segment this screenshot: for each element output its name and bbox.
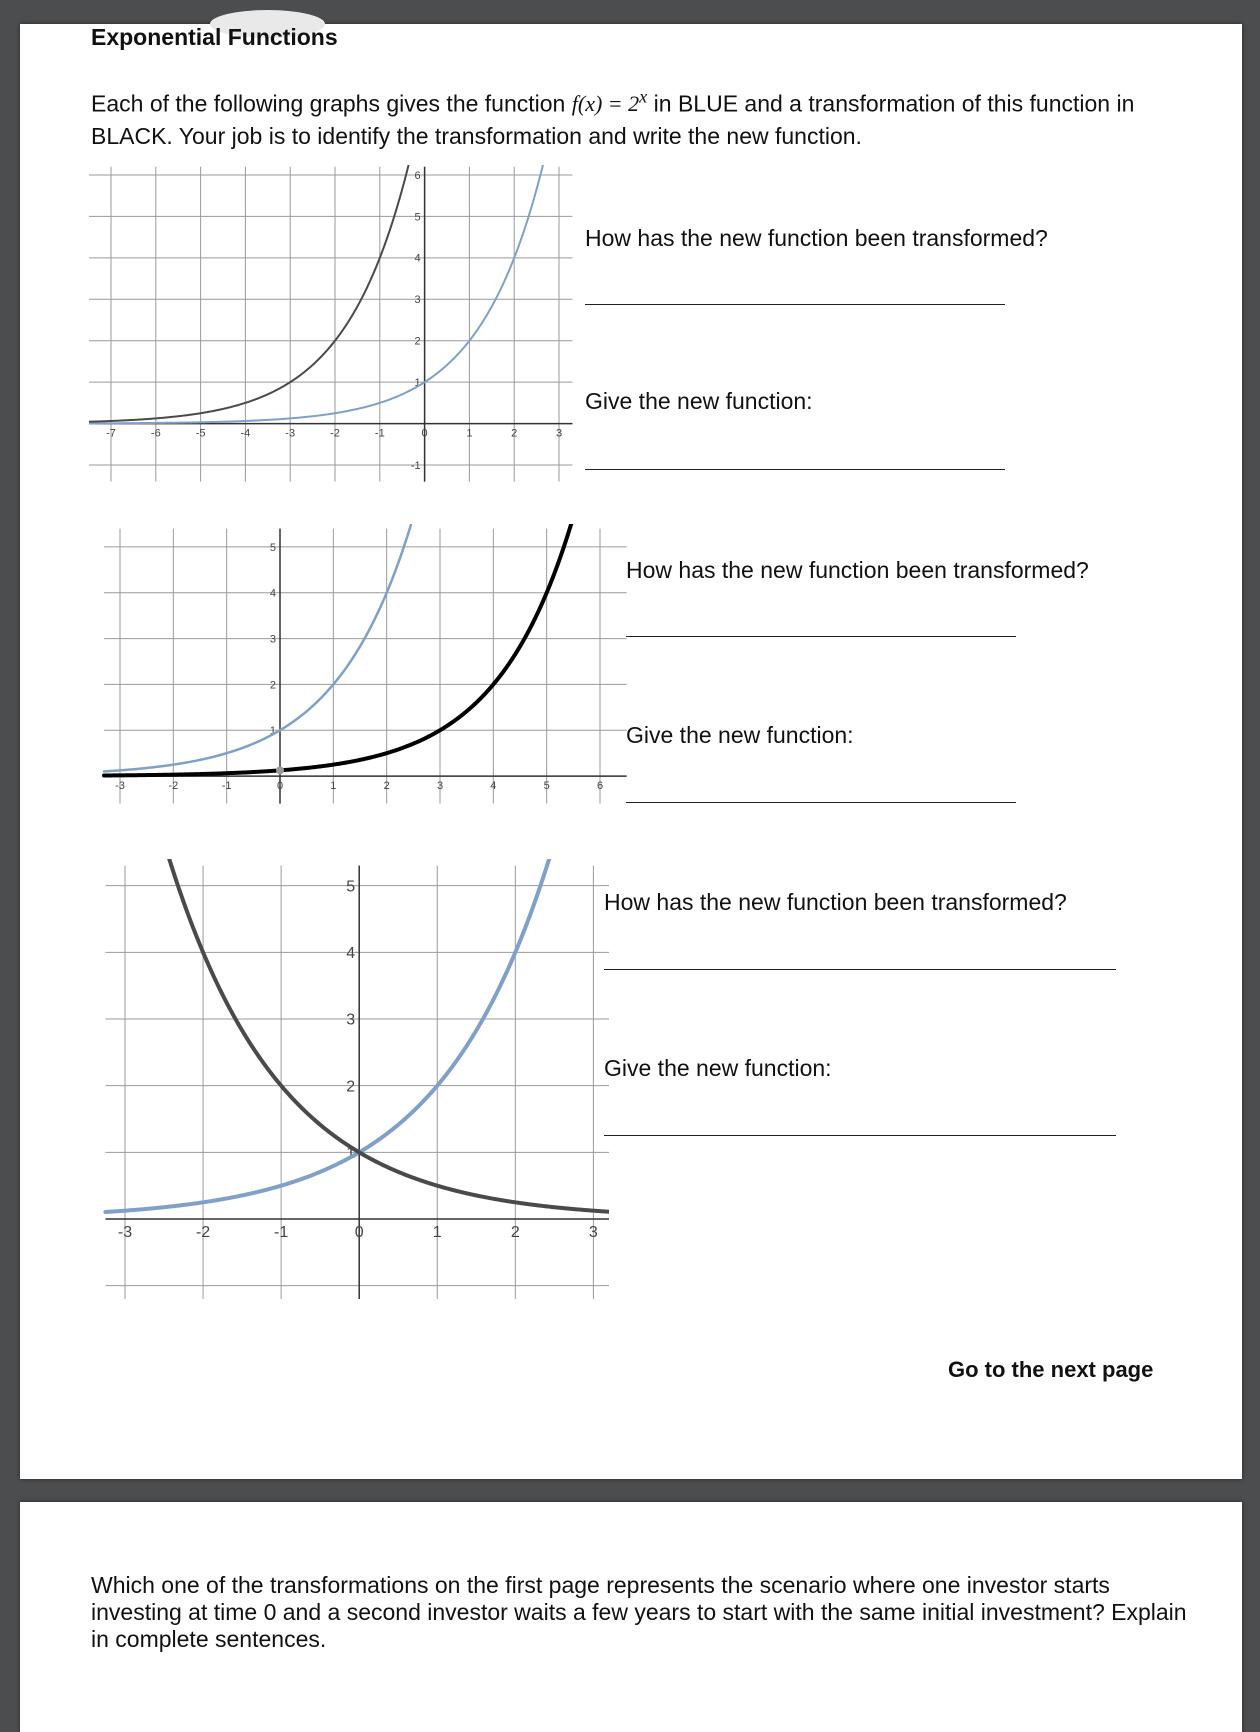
blue-curve bbox=[104, 524, 414, 771]
instructions-text-end: in BLUE and a transformation of this function in BLACK. Your job is to identify the transformation and write the new function. bbox=[91, 90, 1135, 150]
x-tick-label: -5 bbox=[195, 427, 206, 440]
graph-1-function-question: Give the new function: bbox=[585, 388, 813, 414]
x-tick-label: 0 bbox=[276, 780, 284, 793]
instructions-text-start: Each of the following graphs gives the function bbox=[91, 90, 572, 117]
page-title: Exponential Functions bbox=[91, 24, 338, 50]
y-tick-label: 5 bbox=[269, 541, 276, 554]
graph-2-function-answer-line[interactable] bbox=[626, 802, 1016, 803]
graph-3-function-question: Give the new function: bbox=[604, 1055, 832, 1081]
x-tick-label: -3 bbox=[115, 780, 125, 793]
graph-1-transform-answer-line[interactable] bbox=[585, 304, 1005, 305]
intercept-point bbox=[276, 766, 284, 774]
function-notation bbox=[571, 87, 648, 117]
x-tick-label: -1 bbox=[274, 1224, 289, 1241]
y-tick-label: 5 bbox=[414, 211, 421, 224]
x-tick-label: 2 bbox=[510, 1224, 520, 1241]
x-tick-label: -6 bbox=[150, 427, 161, 440]
graph-3-transform-answer-line[interactable] bbox=[604, 969, 1116, 970]
x-tick-label: 1 bbox=[330, 780, 337, 793]
x-tick-label: 4 bbox=[490, 780, 497, 793]
black-curve bbox=[89, 165, 410, 422]
worksheet-page-1 bbox=[20, 24, 1242, 1479]
x-tick-label: -3 bbox=[117, 1224, 133, 1241]
graph-2-transform-answer-line[interactable] bbox=[626, 636, 1016, 637]
y-tick-label: 4 bbox=[414, 252, 421, 265]
y-tick-label: 1 bbox=[269, 725, 276, 738]
x-tick-label: 5 bbox=[543, 780, 550, 793]
y-tick-label: -1 bbox=[410, 459, 421, 472]
function-base: f(x) = 2 bbox=[571, 91, 640, 117]
x-tick-label: -7 bbox=[106, 427, 116, 440]
x-tick-label: -2 bbox=[168, 780, 179, 793]
next-page-note: Go to the next page bbox=[948, 1357, 1154, 1382]
x-tick-label: 3 bbox=[555, 427, 563, 440]
x-tick-label: -1 bbox=[221, 780, 232, 793]
graph-1 bbox=[89, 165, 589, 495]
graph-3-function-answer-line[interactable] bbox=[604, 1135, 1116, 1136]
x-tick-label: 6 bbox=[596, 780, 604, 793]
y-tick-label: 1 bbox=[414, 376, 421, 389]
x-tick-label: 0 bbox=[421, 427, 428, 440]
y-tick-label: 3 bbox=[269, 633, 276, 646]
blue-curve bbox=[89, 165, 545, 423]
investor-question: Which one of the transformations on the first page represents the scenario where one investor starts investing at time 0 and a second investor waits a few years to start with the same initial investment? Explain in complete sentences. bbox=[91, 1572, 1187, 1652]
x-tick-label: 3 bbox=[436, 780, 444, 793]
y-tick-label: 6 bbox=[414, 169, 421, 182]
graph-3 bbox=[89, 859, 609, 1304]
x-tick-label: -2 bbox=[195, 1224, 211, 1241]
black-curve bbox=[165, 859, 609, 1213]
blue-curve bbox=[105, 859, 551, 1212]
y-tick-label: 4 bbox=[346, 944, 356, 962]
worksheet-page-2 bbox=[20, 1502, 1242, 1732]
graph-1-function-answer-line[interactable] bbox=[585, 469, 1005, 470]
graph-3-transform-question: How has the new function been transformed? bbox=[604, 889, 1067, 915]
x-tick-label: -4 bbox=[240, 427, 251, 440]
y-tick-label: 2 bbox=[346, 1078, 356, 1096]
x-tick-label: 3 bbox=[588, 1224, 598, 1241]
x-tick-label: -1 bbox=[374, 427, 385, 440]
graph-2 bbox=[90, 524, 635, 846]
instructions bbox=[91, 81, 1211, 152]
y-tick-label: 1 bbox=[346, 1144, 356, 1162]
x-tick-label: 2 bbox=[383, 780, 390, 793]
y-tick-label: 5 bbox=[346, 878, 356, 896]
y-tick-label: 2 bbox=[269, 679, 276, 692]
graph-1-transform-question: How has the new function been transformed? bbox=[585, 225, 1048, 251]
x-tick-label: 2 bbox=[511, 427, 518, 440]
x-tick-label: -3 bbox=[285, 427, 296, 440]
y-tick-label: 4 bbox=[269, 587, 276, 600]
y-tick-label: 3 bbox=[346, 1011, 356, 1029]
black-curve bbox=[104, 524, 573, 776]
y-tick-label: 2 bbox=[414, 335, 421, 348]
x-tick-label: -2 bbox=[330, 427, 340, 440]
graph-2-transform-question: How has the new function been transformed? bbox=[626, 557, 1089, 583]
y-tick-label: 3 bbox=[414, 294, 421, 307]
x-tick-label: 1 bbox=[466, 427, 473, 440]
graph-2-function-question: Give the new function: bbox=[626, 722, 854, 748]
x-tick-label: 1 bbox=[432, 1224, 442, 1241]
function-exponent: x bbox=[639, 87, 648, 107]
x-tick-label: 0 bbox=[354, 1224, 364, 1241]
